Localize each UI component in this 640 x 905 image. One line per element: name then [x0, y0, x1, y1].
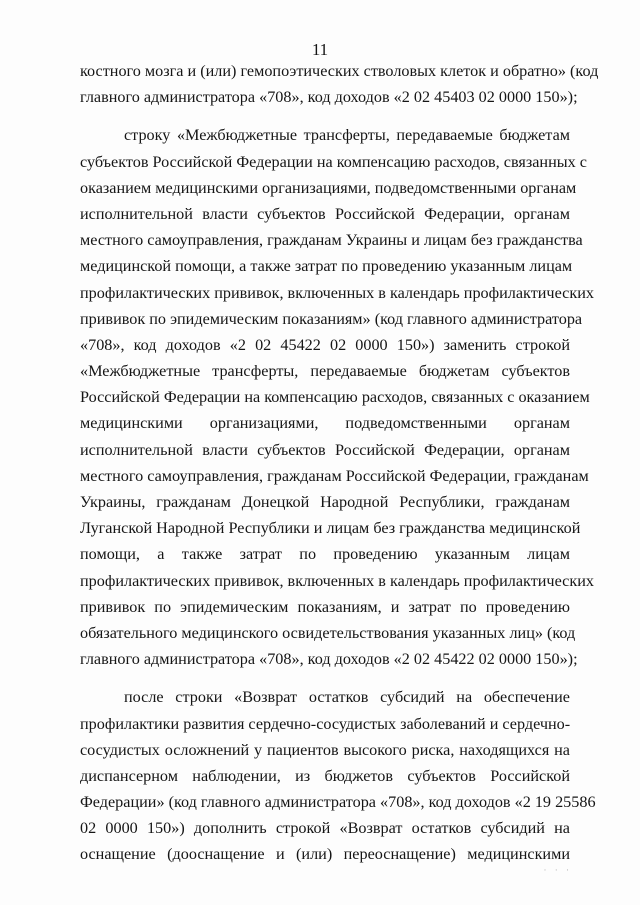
- text-line: профилактики развития сердечно-сосудистых заболеваний и сердечно-: [80, 714, 571, 733]
- text-line: прививок по эпидемическим показаниям» (код главного администратора: [80, 309, 583, 328]
- text-line: Луганской Народной Республики и лицам без гражданства медицинской: [80, 519, 581, 538]
- text-line: профилактических прививок, включенных в календарь профилактических: [80, 571, 594, 590]
- text-line: медицинскими организациями, подведомственными органам: [80, 414, 570, 433]
- text-line: 02 0000 150») дополнить строкой «Возврат остатков субсидий на: [80, 819, 570, 838]
- text-line: медицинской помощи, а также затрат по проведению указанным лицам: [80, 257, 573, 276]
- text-line: Российской Федерации на компенсацию расходов, связанных с оказанием: [80, 388, 590, 407]
- text-line: исполнительной власти субъектов Российской Федерации, органам: [80, 204, 570, 223]
- paragraph-gap: [80, 110, 570, 122]
- text-line: «708», код доходов «2 02 45422 02 0000 150») заменить строкой: [80, 335, 570, 354]
- text-line: сосудистых осложнений у пациентов высокого риска, находящихся на: [80, 740, 570, 759]
- text-line: помощи, а также затрат по проведению указанным лицам: [80, 545, 570, 564]
- text-line: прививок по эпидемическим показаниям, и затрат по проведению: [80, 597, 570, 616]
- text-line: местного самоуправления, гражданам Украины и лицам без гражданства: [80, 231, 583, 250]
- text-line: костного мозга и (или) гемопоэтических стволовых клеток и обратно» (код: [80, 62, 599, 80]
- text-line: местного самоуправления, гражданам Российской Федерации, гражданам: [80, 466, 589, 485]
- page-number: 11: [311, 40, 329, 59]
- scan-speck-mark: · · ·: [543, 865, 572, 875]
- paragraph-start-line: после строки «Возврат остатков субсидий на обеспечение: [124, 688, 570, 707]
- text-line: субъектов Российской Федерации на компенсацию расходов, связанных с: [80, 152, 587, 171]
- text-line: Украины, гражданам Донецкой Народной Республики, гражданам: [80, 493, 570, 511]
- paragraph-start-line: строку «Межбюджетные трансферты, передаваемые бюджетам: [124, 126, 570, 145]
- text-line: «Межбюджетные трансферты, передаваемые бюджетам субъектов: [80, 362, 570, 381]
- text-line: оснащение (дооснащение и (или) переоснащение) медицинскими: [80, 845, 570, 864]
- text-line: профилактических прививок, включенных в календарь профилактических: [80, 283, 594, 302]
- text-line: оказанием медицинскими организациями, подведомственными органам: [80, 178, 577, 197]
- text-line: главного администратора «708», код доходов «2 02 45422 02 0000 150»);: [80, 650, 578, 669]
- document-body: [80, 58, 599, 868]
- paragraph-gap: [80, 672, 570, 684]
- text-line: обязательного медицинского освидетельствования указанных лиц» (код: [80, 623, 576, 642]
- text-line: Федерации» (код главного администратора «708», код доходов «2 19 25586: [80, 793, 596, 812]
- text-line: исполнительной власти субъектов Российской Федерации, органам: [80, 440, 570, 459]
- text-line: диспансерном наблюдении, из бюджетов субъектов Российской: [80, 766, 570, 785]
- text-line: главного администратора «708», код доходов «2 02 45403 02 0000 150»);: [80, 88, 578, 107]
